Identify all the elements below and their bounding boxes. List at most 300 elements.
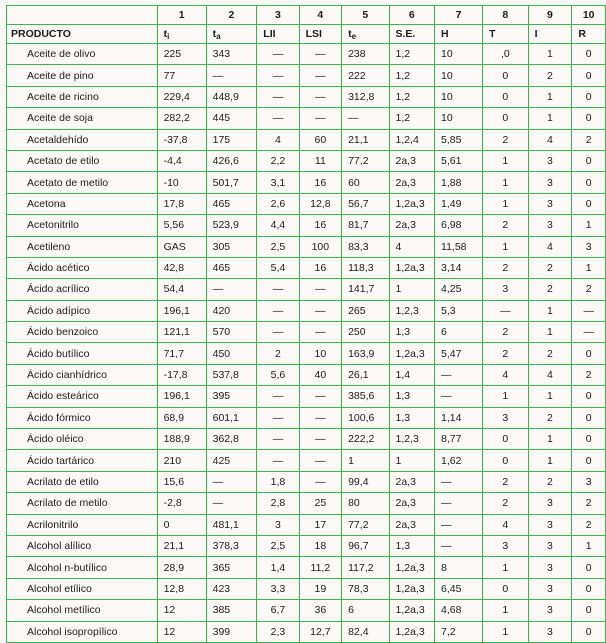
ta-value: 399 bbox=[206, 621, 257, 642]
t-value: 3 bbox=[483, 535, 528, 556]
column-number: 10 bbox=[572, 6, 606, 25]
lsi-value: — bbox=[299, 108, 341, 129]
t-value: 2 bbox=[483, 493, 528, 514]
header-ti-sub: i bbox=[167, 31, 170, 41]
h-value: 6,98 bbox=[435, 215, 483, 236]
lii-value: 5,4 bbox=[257, 257, 299, 278]
i-value: 3 bbox=[528, 493, 572, 514]
header-ti-base: t bbox=[163, 27, 168, 40]
lsi-value: 16 bbox=[299, 215, 341, 236]
h-value: 11,58 bbox=[435, 236, 483, 257]
product-name: Acrilato de etilo bbox=[7, 471, 158, 492]
te-value: 6 bbox=[342, 600, 389, 621]
h-value: 10 bbox=[435, 65, 483, 86]
ti-value: 12,8 bbox=[157, 578, 206, 599]
product-name: Aceite de ricino bbox=[7, 86, 158, 107]
i-value: 2 bbox=[528, 279, 572, 300]
lii-value: 5,6 bbox=[257, 364, 299, 385]
i-value: 2 bbox=[528, 343, 572, 364]
table-row bbox=[7, 471, 606, 492]
se-value: 1,2 bbox=[389, 44, 435, 65]
product-name: Alcohol alílico bbox=[7, 535, 158, 556]
product-name: Alcohol metílico bbox=[7, 600, 158, 621]
table-body bbox=[7, 44, 606, 643]
product-name: Ácido adípico bbox=[7, 300, 158, 321]
lsi-value: — bbox=[299, 322, 341, 343]
ta-value: 362,8 bbox=[206, 429, 257, 450]
header-se: S.E. bbox=[389, 25, 435, 44]
ta-value: — bbox=[206, 471, 257, 492]
r-value: 0 bbox=[572, 343, 606, 364]
i-value: 3 bbox=[528, 535, 572, 556]
column-number: 2 bbox=[206, 6, 257, 25]
i-value: 2 bbox=[528, 65, 572, 86]
lii-value: — bbox=[257, 300, 299, 321]
lsi-value: 16 bbox=[299, 172, 341, 193]
ta-value: 305 bbox=[206, 236, 257, 257]
se-value: 1,2,3 bbox=[389, 429, 435, 450]
t-value: 1 bbox=[483, 600, 528, 621]
r-value: 3 bbox=[572, 471, 606, 492]
lii-value: — bbox=[257, 322, 299, 343]
blank-corner-cell bbox=[7, 6, 158, 25]
ta-value: 423 bbox=[206, 578, 257, 599]
lii-value: — bbox=[257, 108, 299, 129]
ta-value: — bbox=[206, 279, 257, 300]
r-value: 0 bbox=[572, 150, 606, 171]
i-value: 1 bbox=[528, 300, 572, 321]
r-value: 0 bbox=[572, 578, 606, 599]
lii-value: 3,3 bbox=[257, 578, 299, 599]
se-value: 1,2a,3 bbox=[389, 600, 435, 621]
r-value: 1 bbox=[572, 257, 606, 278]
lii-value: — bbox=[257, 65, 299, 86]
lsi-value: 16 bbox=[299, 257, 341, 278]
lsi-value: 36 bbox=[299, 600, 341, 621]
table-row bbox=[7, 279, 606, 300]
t-value: 0 bbox=[483, 450, 528, 471]
t-value: 1 bbox=[483, 386, 528, 407]
te-value: 26,1 bbox=[342, 364, 389, 385]
i-value: 1 bbox=[528, 386, 572, 407]
se-value: 1,2a,3 bbox=[389, 557, 435, 578]
t-value: 0 bbox=[483, 108, 528, 129]
ta-value: 523,9 bbox=[206, 215, 257, 236]
table-row bbox=[7, 236, 606, 257]
i-value: 4 bbox=[528, 129, 572, 150]
r-value: 2 bbox=[572, 493, 606, 514]
se-value: 1,2a,3 bbox=[389, 578, 435, 599]
r-value: 2 bbox=[572, 364, 606, 385]
h-value: 10 bbox=[435, 44, 483, 65]
product-name: Ácido cianhídrico bbox=[7, 364, 158, 385]
product-name: Alcohol isopropílico bbox=[7, 621, 158, 642]
lsi-value: 60 bbox=[299, 129, 341, 150]
ti-value: -4,4 bbox=[157, 150, 206, 171]
product-name: Acrilonitrilo bbox=[7, 514, 158, 535]
se-value: 1 bbox=[389, 450, 435, 471]
ti-value: 282,2 bbox=[157, 108, 206, 129]
column-number: 9 bbox=[528, 6, 572, 25]
te-value: 163,9 bbox=[342, 343, 389, 364]
ti-value: 225 bbox=[157, 44, 206, 65]
ti-value: 12 bbox=[157, 621, 206, 642]
h-value: 8,77 bbox=[435, 429, 483, 450]
lsi-value: 18 bbox=[299, 535, 341, 556]
se-value: 1,2a,3 bbox=[389, 257, 435, 278]
te-value: 77,2 bbox=[342, 150, 389, 171]
lsi-value: 40 bbox=[299, 364, 341, 385]
product-name: Acetona bbox=[7, 193, 158, 214]
ta-value: 570 bbox=[206, 322, 257, 343]
r-value: — bbox=[572, 300, 606, 321]
se-value: 1,2a,3 bbox=[389, 621, 435, 642]
table-row bbox=[7, 557, 606, 578]
i-value: 3 bbox=[528, 600, 572, 621]
r-value: 0 bbox=[572, 557, 606, 578]
r-value: 3 bbox=[572, 236, 606, 257]
r-value: 0 bbox=[572, 621, 606, 642]
ta-value: 426,6 bbox=[206, 150, 257, 171]
t-value: 2 bbox=[483, 215, 528, 236]
t-value: 3 bbox=[483, 279, 528, 300]
h-value: 5,61 bbox=[435, 150, 483, 171]
r-value: 0 bbox=[572, 65, 606, 86]
product-name: Ácido benzoico bbox=[7, 322, 158, 343]
header-t: T bbox=[483, 25, 528, 44]
r-value: 0 bbox=[572, 193, 606, 214]
ta-value: 378,3 bbox=[206, 535, 257, 556]
ta-value: 445 bbox=[206, 108, 257, 129]
ti-value: 42,8 bbox=[157, 257, 206, 278]
column-number: 7 bbox=[435, 6, 483, 25]
ti-value: 229,4 bbox=[157, 86, 206, 107]
t-value: — bbox=[483, 300, 528, 321]
h-value: 5,85 bbox=[435, 129, 483, 150]
lii-value: 6,7 bbox=[257, 600, 299, 621]
lii-value: 1,8 bbox=[257, 471, 299, 492]
product-name: Acetaldehído bbox=[7, 129, 158, 150]
h-value: 1,88 bbox=[435, 172, 483, 193]
r-value: 1 bbox=[572, 215, 606, 236]
ti-value: 54,4 bbox=[157, 279, 206, 300]
ti-value: 77 bbox=[157, 65, 206, 86]
ta-value: — bbox=[206, 65, 257, 86]
ta-value: 465 bbox=[206, 193, 257, 214]
i-value: 3 bbox=[528, 150, 572, 171]
table-row bbox=[7, 44, 606, 65]
lsi-value: — bbox=[299, 407, 341, 428]
lsi-value: 100 bbox=[299, 236, 341, 257]
product-properties-table-wrapper bbox=[6, 5, 606, 643]
t-value: 3 bbox=[483, 407, 528, 428]
lii-value: 2,5 bbox=[257, 535, 299, 556]
te-value: 118,3 bbox=[342, 257, 389, 278]
lsi-value: — bbox=[299, 86, 341, 107]
i-value: 3 bbox=[528, 557, 572, 578]
h-value: 3,14 bbox=[435, 257, 483, 278]
lii-value: 4 bbox=[257, 129, 299, 150]
se-value: 2a,3 bbox=[389, 514, 435, 535]
header-te-sub: e bbox=[351, 31, 357, 41]
te-value: 60 bbox=[342, 172, 389, 193]
se-value: 2a,3 bbox=[389, 150, 435, 171]
ti-value: 71,7 bbox=[157, 343, 206, 364]
header-ta bbox=[206, 25, 257, 44]
t-value: 2 bbox=[483, 322, 528, 343]
lsi-value: — bbox=[299, 300, 341, 321]
column-number: 4 bbox=[299, 6, 341, 25]
i-value: 3 bbox=[528, 578, 572, 599]
i-value: 3 bbox=[528, 193, 572, 214]
h-value: 10 bbox=[435, 86, 483, 107]
lsi-value: — bbox=[299, 279, 341, 300]
t-value: 0 bbox=[483, 578, 528, 599]
lii-value: 4,4 bbox=[257, 215, 299, 236]
table-row bbox=[7, 493, 606, 514]
te-value: 222 bbox=[342, 65, 389, 86]
lsi-value: — bbox=[299, 450, 341, 471]
table-row bbox=[7, 514, 606, 535]
r-value: 0 bbox=[572, 429, 606, 450]
lsi-value: 11,2 bbox=[299, 557, 341, 578]
te-value: 96,7 bbox=[342, 535, 389, 556]
ti-value: 196,1 bbox=[157, 300, 206, 321]
r-value: 0 bbox=[572, 450, 606, 471]
se-value: 1,3 bbox=[389, 322, 435, 343]
t-value: 1 bbox=[483, 621, 528, 642]
ta-value: 481,1 bbox=[206, 514, 257, 535]
ta-value: 175 bbox=[206, 129, 257, 150]
te-value: 82,4 bbox=[342, 621, 389, 642]
ta-value: — bbox=[206, 493, 257, 514]
product-name: Acetonitrilo bbox=[7, 215, 158, 236]
se-value: 1,2,3 bbox=[389, 300, 435, 321]
header-h: H bbox=[435, 25, 483, 44]
i-value: 3 bbox=[528, 215, 572, 236]
ta-value: 395 bbox=[206, 386, 257, 407]
ti-value: 15,6 bbox=[157, 471, 206, 492]
header-product: PRODUCTO bbox=[7, 25, 158, 44]
column-header-row bbox=[7, 25, 606, 44]
product-name: Acrilato de metilo bbox=[7, 493, 158, 514]
te-value: 222,2 bbox=[342, 429, 389, 450]
column-number-row bbox=[7, 6, 606, 25]
se-value: 1,2a,3 bbox=[389, 193, 435, 214]
table-row bbox=[7, 129, 606, 150]
table-row bbox=[7, 257, 606, 278]
h-value: 5,3 bbox=[435, 300, 483, 321]
table-row bbox=[7, 407, 606, 428]
ti-value: 121,1 bbox=[157, 322, 206, 343]
t-value: 1 bbox=[483, 172, 528, 193]
i-value: 2 bbox=[528, 257, 572, 278]
i-value: 3 bbox=[528, 172, 572, 193]
ti-value: -17,8 bbox=[157, 364, 206, 385]
ta-value: 465 bbox=[206, 257, 257, 278]
h-value: 4,25 bbox=[435, 279, 483, 300]
se-value: 1,2,4 bbox=[389, 129, 435, 150]
te-value: 265 bbox=[342, 300, 389, 321]
product-name: Ácido fórmico bbox=[7, 407, 158, 428]
lsi-value: 12,7 bbox=[299, 621, 341, 642]
table-row bbox=[7, 322, 606, 343]
product-name: Ácido acrílico bbox=[7, 279, 158, 300]
table-row bbox=[7, 578, 606, 599]
r-value: — bbox=[572, 322, 606, 343]
te-value: 21,1 bbox=[342, 129, 389, 150]
ti-value: 0 bbox=[157, 514, 206, 535]
r-value: 2 bbox=[572, 514, 606, 535]
table-row bbox=[7, 621, 606, 642]
t-value: 1 bbox=[483, 193, 528, 214]
lii-value: 1,4 bbox=[257, 557, 299, 578]
i-value: 1 bbox=[528, 108, 572, 129]
r-value: 0 bbox=[572, 172, 606, 193]
i-value: 1 bbox=[528, 44, 572, 65]
h-value: 7,2 bbox=[435, 621, 483, 642]
header-ta-sub: a bbox=[216, 31, 221, 41]
h-value: — bbox=[435, 514, 483, 535]
te-value: 83,3 bbox=[342, 236, 389, 257]
lsi-value: 17 bbox=[299, 514, 341, 535]
table-row bbox=[7, 86, 606, 107]
se-value: 1 bbox=[389, 279, 435, 300]
table-row bbox=[7, 193, 606, 214]
h-value: 1,62 bbox=[435, 450, 483, 471]
te-value: 99,4 bbox=[342, 471, 389, 492]
t-value: 1 bbox=[483, 150, 528, 171]
lii-value: 3,1 bbox=[257, 172, 299, 193]
header-r: R bbox=[572, 25, 606, 44]
table-row bbox=[7, 450, 606, 471]
lii-value: — bbox=[257, 86, 299, 107]
r-value: 2 bbox=[572, 129, 606, 150]
se-value: 2a,3 bbox=[389, 215, 435, 236]
t-value: 2 bbox=[483, 471, 528, 492]
te-value: 56,7 bbox=[342, 193, 389, 214]
ti-value: GAS bbox=[157, 236, 206, 257]
ta-value: 448,9 bbox=[206, 86, 257, 107]
header-lsi: LSI bbox=[299, 25, 341, 44]
lsi-value: 19 bbox=[299, 578, 341, 599]
i-value: 4 bbox=[528, 236, 572, 257]
i-value: 1 bbox=[528, 86, 572, 107]
te-value: 141,7 bbox=[342, 279, 389, 300]
ti-value: 5,56 bbox=[157, 215, 206, 236]
h-value: 5,47 bbox=[435, 343, 483, 364]
te-value: 385,6 bbox=[342, 386, 389, 407]
r-value: 0 bbox=[572, 108, 606, 129]
ti-value: 188,9 bbox=[157, 429, 206, 450]
t-value: 0 bbox=[483, 86, 528, 107]
se-value: 2a,3 bbox=[389, 172, 435, 193]
lsi-value: — bbox=[299, 65, 341, 86]
lii-value: 2,8 bbox=[257, 493, 299, 514]
column-number: 1 bbox=[157, 6, 206, 25]
t-value: 2 bbox=[483, 257, 528, 278]
r-value: 2 bbox=[572, 279, 606, 300]
header-lii: LII bbox=[257, 25, 299, 44]
lii-value: 2,2 bbox=[257, 150, 299, 171]
se-value: 1,2a,3 bbox=[389, 343, 435, 364]
lii-value: 2,3 bbox=[257, 621, 299, 642]
i-value: 2 bbox=[528, 407, 572, 428]
ta-value: 420 bbox=[206, 300, 257, 321]
header-i: I bbox=[528, 25, 572, 44]
t-value: 2 bbox=[483, 343, 528, 364]
se-value: 1,2 bbox=[389, 65, 435, 86]
i-value: 1 bbox=[528, 429, 572, 450]
se-value: 1,4 bbox=[389, 364, 435, 385]
t-value: 4 bbox=[483, 514, 528, 535]
se-value: 1,3 bbox=[389, 386, 435, 407]
h-value: 10 bbox=[435, 108, 483, 129]
product-name: Aceite de pino bbox=[7, 65, 158, 86]
header-ti bbox=[157, 25, 206, 44]
lii-value: 3 bbox=[257, 514, 299, 535]
r-value: 0 bbox=[572, 86, 606, 107]
se-value: 1,3 bbox=[389, 535, 435, 556]
lsi-value: 11 bbox=[299, 150, 341, 171]
te-value: — bbox=[342, 108, 389, 129]
lii-value: 2,5 bbox=[257, 236, 299, 257]
product-name: Acetato de etilo bbox=[7, 150, 158, 171]
h-value: — bbox=[435, 364, 483, 385]
column-number: 8 bbox=[483, 6, 528, 25]
h-value: — bbox=[435, 493, 483, 514]
i-value: 3 bbox=[528, 621, 572, 642]
se-value: 2a,3 bbox=[389, 493, 435, 514]
product-name: Acetileno bbox=[7, 236, 158, 257]
ti-value: -37,8 bbox=[157, 129, 206, 150]
t-value: ,0 bbox=[483, 44, 528, 65]
ti-value: -10 bbox=[157, 172, 206, 193]
table-row bbox=[7, 386, 606, 407]
t-value: 4 bbox=[483, 364, 528, 385]
i-value: 2 bbox=[528, 471, 572, 492]
header-te-base: t bbox=[348, 27, 352, 40]
r-value: 0 bbox=[572, 44, 606, 65]
t-value: 1 bbox=[483, 557, 528, 578]
se-value: 4 bbox=[389, 236, 435, 257]
t-value: 1 bbox=[483, 236, 528, 257]
lii-value: — bbox=[257, 279, 299, 300]
te-value: 77,2 bbox=[342, 514, 389, 535]
product-name: Ácido butílico bbox=[7, 343, 158, 364]
product-name: Alcohol n-butílico bbox=[7, 557, 158, 578]
ti-value: 196,1 bbox=[157, 386, 206, 407]
table-row bbox=[7, 600, 606, 621]
r-value: 0 bbox=[572, 386, 606, 407]
column-number: 3 bbox=[257, 6, 299, 25]
i-value: 1 bbox=[528, 450, 572, 471]
ti-value: 17,8 bbox=[157, 193, 206, 214]
te-value: 117,2 bbox=[342, 557, 389, 578]
h-value: — bbox=[435, 386, 483, 407]
product-name: Aceite de soja bbox=[7, 108, 158, 129]
r-value: 0 bbox=[572, 600, 606, 621]
table-row bbox=[7, 150, 606, 171]
h-value: 8 bbox=[435, 557, 483, 578]
product-name: Acetato de metilo bbox=[7, 172, 158, 193]
lii-value: — bbox=[257, 386, 299, 407]
ti-value: 68,9 bbox=[157, 407, 206, 428]
product-name: Ácido acético bbox=[7, 257, 158, 278]
t-value: 0 bbox=[483, 65, 528, 86]
se-value: 1,3 bbox=[389, 407, 435, 428]
ta-value: 450 bbox=[206, 343, 257, 364]
